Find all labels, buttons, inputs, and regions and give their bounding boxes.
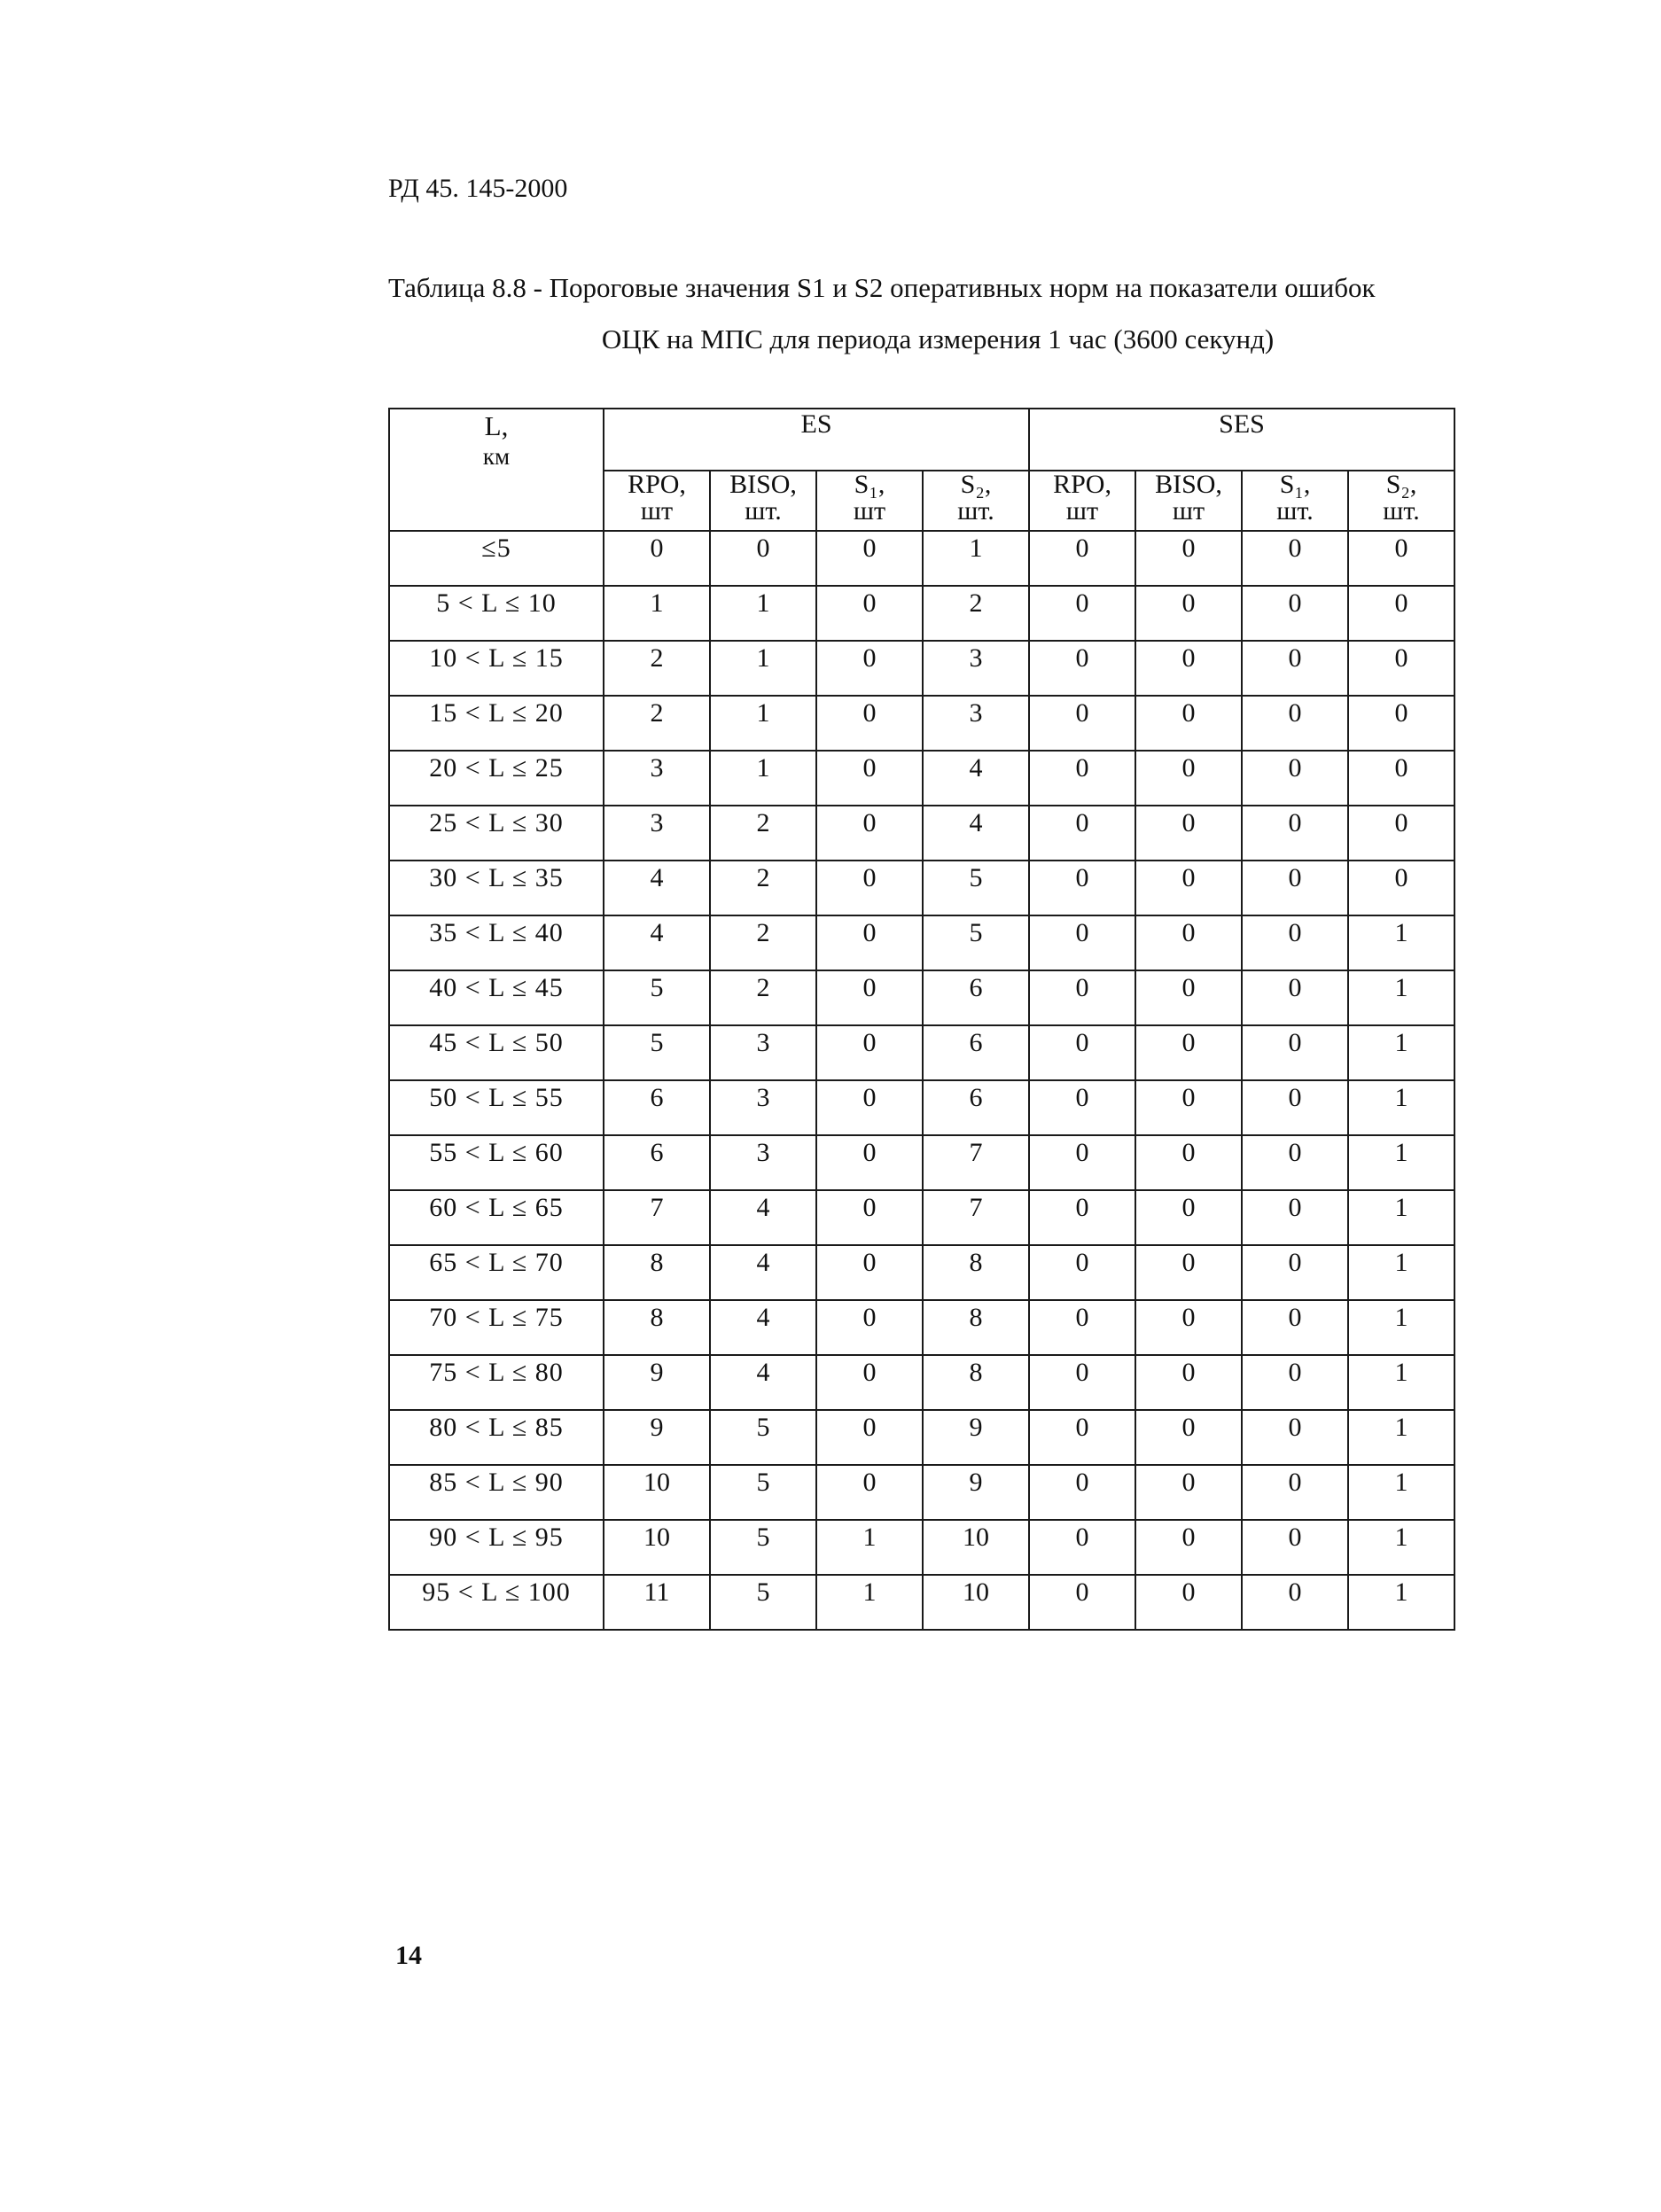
table-body <box>389 531 1454 1630</box>
value-cell: 3 <box>604 806 710 861</box>
value-cell: 0 <box>816 641 923 696</box>
length-range-cell: 95 < L ≤ 100 <box>389 1575 604 1630</box>
value-cell: 1 <box>816 1520 923 1575</box>
sub-header-name: BISO, <box>729 470 797 499</box>
table-row <box>389 696 1454 751</box>
value-cell: 0 <box>816 696 923 751</box>
table-row <box>389 1465 1454 1520</box>
value-cell: 8 <box>604 1300 710 1355</box>
sub-header-cell <box>923 471 1029 531</box>
length-range-cell: 60 < L ≤ 65 <box>389 1190 604 1245</box>
value-cell: 1 <box>1348 1300 1454 1355</box>
sub-header-unit: шт <box>640 496 674 526</box>
value-cell: 7 <box>923 1190 1029 1245</box>
value-cell: 1 <box>1348 1025 1454 1080</box>
value-cell: 4 <box>923 751 1029 806</box>
sub-header-cell <box>710 471 816 531</box>
value-cell: 0 <box>1029 751 1135 806</box>
value-cell: 0 <box>816 970 923 1025</box>
value-cell: 0 <box>1135 1575 1242 1630</box>
value-cell: 0 <box>1135 751 1242 806</box>
value-cell: 0 <box>1135 1190 1242 1245</box>
value-cell: 0 <box>1242 1355 1348 1410</box>
value-cell: 0 <box>1242 641 1348 696</box>
table-caption <box>388 262 1487 365</box>
value-cell: 2 <box>604 696 710 751</box>
value-cell: 0 <box>816 806 923 861</box>
length-range-cell: 15 < L ≤ 20 <box>389 696 604 751</box>
value-cell: 2 <box>710 970 816 1025</box>
value-cell: 5 <box>923 861 1029 915</box>
length-range-cell: 30 < L ≤ 35 <box>389 861 604 915</box>
value-cell: 1 <box>604 586 710 641</box>
value-cell: 0 <box>1135 1025 1242 1080</box>
value-cell: 10 <box>604 1520 710 1575</box>
value-cell: 10 <box>604 1465 710 1520</box>
value-cell: 0 <box>1348 641 1454 696</box>
value-cell: 7 <box>923 1135 1029 1190</box>
length-range-cell: 45 < L ≤ 50 <box>389 1025 604 1080</box>
value-cell: 6 <box>923 970 1029 1025</box>
caption-line-2: ОЦК на МПС для периода измерения 1 час (3600 секунд) <box>601 323 1275 354</box>
length-range-cell: 35 < L ≤ 40 <box>389 915 604 970</box>
table-row <box>389 1575 1454 1630</box>
sub-header-unit: шт. <box>1276 496 1314 526</box>
value-cell: 0 <box>1348 861 1454 915</box>
value-cell: 0 <box>1029 1520 1135 1575</box>
group-header-es: ES <box>604 409 1029 471</box>
value-cell: 0 <box>1135 1355 1242 1410</box>
value-cell: 0 <box>1242 1135 1348 1190</box>
value-cell: 10 <box>923 1575 1029 1630</box>
value-cell: 0 <box>1242 806 1348 861</box>
document-code: РД 45. 145-2000 <box>388 174 568 203</box>
table-row <box>389 915 1454 970</box>
value-cell: 1 <box>1348 1355 1454 1410</box>
value-cell: 2 <box>710 915 816 970</box>
table-row <box>389 1520 1454 1575</box>
value-cell: 0 <box>816 1025 923 1080</box>
value-cell: 0 <box>710 531 816 586</box>
value-cell: 1 <box>1348 1520 1454 1575</box>
value-cell: 0 <box>1242 1080 1348 1135</box>
value-cell: 0 <box>1029 1190 1135 1245</box>
sub-header-unit: шт <box>1172 496 1205 526</box>
value-cell: 1 <box>1348 1080 1454 1135</box>
sub-header-name: S₂, <box>1385 470 1417 499</box>
value-cell: 6 <box>923 1080 1029 1135</box>
length-header: L, км <box>389 409 604 531</box>
value-cell: 3 <box>710 1025 816 1080</box>
length-range-cell: ≤5 <box>389 531 604 586</box>
value-cell: 0 <box>816 1080 923 1135</box>
table-row <box>389 1025 1454 1080</box>
value-cell: 0 <box>1348 531 1454 586</box>
value-cell: 1 <box>923 531 1029 586</box>
value-cell: 1 <box>1348 1465 1454 1520</box>
value-cell: 4 <box>710 1355 816 1410</box>
length-range-cell: 55 < L ≤ 60 <box>389 1135 604 1190</box>
value-cell: 0 <box>816 531 923 586</box>
value-cell: 5 <box>710 1575 816 1630</box>
value-cell: 2 <box>710 861 816 915</box>
value-cell: 0 <box>1135 861 1242 915</box>
value-cell: 0 <box>1029 1135 1135 1190</box>
table-row <box>389 1190 1454 1245</box>
value-cell: 5 <box>923 915 1029 970</box>
length-range-cell: 5 < L ≤ 10 <box>389 586 604 641</box>
value-cell: 2 <box>923 586 1029 641</box>
value-cell: 0 <box>1348 586 1454 641</box>
length-range-cell: 75 < L ≤ 80 <box>389 1355 604 1410</box>
sub-header-cell <box>604 471 710 531</box>
value-cell: 0 <box>1029 861 1135 915</box>
value-cell: 3 <box>710 1135 816 1190</box>
value-cell: 0 <box>1242 1245 1348 1300</box>
value-cell: 1 <box>1348 970 1454 1025</box>
value-cell: 0 <box>1029 1465 1135 1520</box>
value-cell: 0 <box>1135 1465 1242 1520</box>
value-cell: 0 <box>1029 531 1135 586</box>
group-header-ses: SES <box>1029 409 1454 471</box>
value-cell: 0 <box>1029 696 1135 751</box>
value-cell: 6 <box>604 1080 710 1135</box>
value-cell: 0 <box>816 1410 923 1465</box>
value-cell: 4 <box>710 1245 816 1300</box>
value-cell: 0 <box>1029 915 1135 970</box>
value-cell: 11 <box>604 1575 710 1630</box>
sub-header-cell <box>1135 471 1242 531</box>
value-cell: 8 <box>923 1300 1029 1355</box>
sub-header-unit: шт <box>1065 496 1099 526</box>
value-cell: 0 <box>816 586 923 641</box>
length-range-cell: 85 < L ≤ 90 <box>389 1465 604 1520</box>
value-cell: 0 <box>1242 915 1348 970</box>
value-cell: 1 <box>1348 1575 1454 1630</box>
value-cell: 0 <box>1029 1080 1135 1135</box>
value-cell: 1 <box>710 586 816 641</box>
length-range-cell: 65 < L ≤ 70 <box>389 1245 604 1300</box>
value-cell: 0 <box>816 1355 923 1410</box>
value-cell: 8 <box>923 1245 1029 1300</box>
value-cell: 1 <box>1348 915 1454 970</box>
value-cell: 2 <box>604 641 710 696</box>
table-row <box>389 641 1454 696</box>
value-cell: 0 <box>1029 1575 1135 1630</box>
value-cell: 7 <box>604 1190 710 1245</box>
value-cell: 4 <box>710 1300 816 1355</box>
value-cell: 0 <box>604 531 710 586</box>
value-cell: 6 <box>923 1025 1029 1080</box>
value-cell: 4 <box>923 806 1029 861</box>
table-row <box>389 1080 1454 1135</box>
value-cell: 1 <box>710 641 816 696</box>
table-row <box>389 751 1454 806</box>
value-cell: 0 <box>1135 970 1242 1025</box>
length-range-cell: 50 < L ≤ 55 <box>389 1080 604 1135</box>
value-cell: 5 <box>604 1025 710 1080</box>
value-cell: 0 <box>1029 1410 1135 1465</box>
value-cell: 3 <box>604 751 710 806</box>
value-cell: 0 <box>1029 806 1135 861</box>
value-cell: 0 <box>1242 751 1348 806</box>
value-cell: 0 <box>1242 1025 1348 1080</box>
value-cell: 1 <box>816 1575 923 1630</box>
table-row <box>389 1300 1454 1355</box>
sub-header-unit: шт. <box>1383 496 1420 526</box>
value-cell: 5 <box>710 1410 816 1465</box>
value-cell: 0 <box>1348 696 1454 751</box>
value-cell: 0 <box>1029 1245 1135 1300</box>
value-cell: 8 <box>604 1245 710 1300</box>
length-range-cell: 20 < L ≤ 25 <box>389 751 604 806</box>
sub-header-name: RPO, <box>628 470 686 499</box>
value-cell: 0 <box>1135 1520 1242 1575</box>
length-range-cell: 10 < L ≤ 15 <box>389 641 604 696</box>
value-cell: 0 <box>816 915 923 970</box>
value-cell: 0 <box>816 1245 923 1300</box>
value-cell: 0 <box>1348 751 1454 806</box>
value-cell: 1 <box>710 751 816 806</box>
value-cell: 0 <box>816 1465 923 1520</box>
value-cell: 1 <box>1348 1190 1454 1245</box>
value-cell: 0 <box>1029 1355 1135 1410</box>
value-cell: 0 <box>1135 696 1242 751</box>
value-cell: 0 <box>1135 1245 1242 1300</box>
value-cell: 4 <box>710 1190 816 1245</box>
value-cell: 0 <box>816 861 923 915</box>
sub-header-unit: шт. <box>957 496 994 526</box>
sub-header-name: S₁, <box>1279 470 1311 499</box>
length-range-cell: 40 < L ≤ 45 <box>389 970 604 1025</box>
value-cell: 0 <box>816 1300 923 1355</box>
value-cell: 9 <box>923 1465 1029 1520</box>
value-cell: 10 <box>923 1520 1029 1575</box>
value-cell: 0 <box>1242 1465 1348 1520</box>
value-cell: 1 <box>1348 1245 1454 1300</box>
table-row <box>389 586 1454 641</box>
length-range-cell: 70 < L ≤ 75 <box>389 1300 604 1355</box>
value-cell: 0 <box>816 751 923 806</box>
value-cell: 0 <box>1135 1080 1242 1135</box>
table-row <box>389 806 1454 861</box>
length-range-cell: 80 < L ≤ 85 <box>389 1410 604 1465</box>
value-cell: 0 <box>1135 531 1242 586</box>
sub-header-name: BISO, <box>1155 470 1222 499</box>
value-cell: 0 <box>1242 1300 1348 1355</box>
value-cell: 0 <box>1135 1300 1242 1355</box>
table-row <box>389 1245 1454 1300</box>
sub-header-cell <box>1348 471 1454 531</box>
value-cell: 6 <box>604 1135 710 1190</box>
value-cell: 0 <box>1348 806 1454 861</box>
value-cell: 9 <box>604 1410 710 1465</box>
sub-header-name: RPO, <box>1053 470 1111 499</box>
value-cell: 1 <box>710 696 816 751</box>
sub-header-name: S₂, <box>960 470 992 499</box>
value-cell: 4 <box>604 861 710 915</box>
value-cell: 0 <box>1242 1520 1348 1575</box>
value-cell: 0 <box>816 1135 923 1190</box>
thresholds-table <box>388 408 1455 1631</box>
value-cell: 0 <box>1242 861 1348 915</box>
value-cell: 0 <box>1242 531 1348 586</box>
table-row <box>389 861 1454 915</box>
value-cell: 0 <box>1029 641 1135 696</box>
value-cell: 0 <box>1242 1190 1348 1245</box>
table-row <box>389 1355 1454 1410</box>
value-cell: 0 <box>1135 641 1242 696</box>
page-number: 14 <box>395 1941 422 1970</box>
value-cell: 0 <box>1135 586 1242 641</box>
value-cell: 0 <box>1029 1300 1135 1355</box>
table-row <box>389 531 1454 586</box>
length-range-cell: 25 < L ≤ 30 <box>389 806 604 861</box>
value-cell: 1 <box>1348 1410 1454 1465</box>
value-cell: 2 <box>710 806 816 861</box>
value-cell: 0 <box>1029 586 1135 641</box>
value-cell: 9 <box>604 1355 710 1410</box>
value-cell: 5 <box>710 1465 816 1520</box>
table-row <box>389 1135 1454 1190</box>
value-cell: 0 <box>816 1190 923 1245</box>
value-cell: 3 <box>710 1080 816 1135</box>
value-cell: 0 <box>1135 1135 1242 1190</box>
table-row <box>389 1410 1454 1465</box>
sub-header-cell <box>816 471 923 531</box>
caption-line-1: Таблица 8.8 - Пороговые значения S1 и S2 оперативных норм на показатели ошибок <box>388 272 1376 303</box>
sub-header-unit: шт <box>853 496 886 526</box>
value-cell: 0 <box>1242 1575 1348 1630</box>
value-cell: 9 <box>923 1410 1029 1465</box>
value-cell: 4 <box>604 915 710 970</box>
value-cell: 0 <box>1135 915 1242 970</box>
value-cell: 0 <box>1135 806 1242 861</box>
value-cell: 0 <box>1242 1410 1348 1465</box>
sub-header-cell <box>1242 471 1348 531</box>
value-cell: 3 <box>923 641 1029 696</box>
table-row <box>389 970 1454 1025</box>
value-cell: 1 <box>1348 1135 1454 1190</box>
value-cell: 8 <box>923 1355 1029 1410</box>
sub-header-name: S₁, <box>854 470 885 499</box>
value-cell: 5 <box>604 970 710 1025</box>
value-cell: 0 <box>1242 970 1348 1025</box>
value-cell: 5 <box>710 1520 816 1575</box>
value-cell: 3 <box>923 696 1029 751</box>
value-cell: 0 <box>1029 970 1135 1025</box>
value-cell: 0 <box>1135 1410 1242 1465</box>
length-range-cell: 90 < L ≤ 95 <box>389 1520 604 1575</box>
value-cell: 0 <box>1242 586 1348 641</box>
value-cell: 0 <box>1242 696 1348 751</box>
sub-header-cell <box>1029 471 1135 531</box>
sub-header-unit: шт. <box>745 496 782 526</box>
value-cell: 0 <box>1029 1025 1135 1080</box>
